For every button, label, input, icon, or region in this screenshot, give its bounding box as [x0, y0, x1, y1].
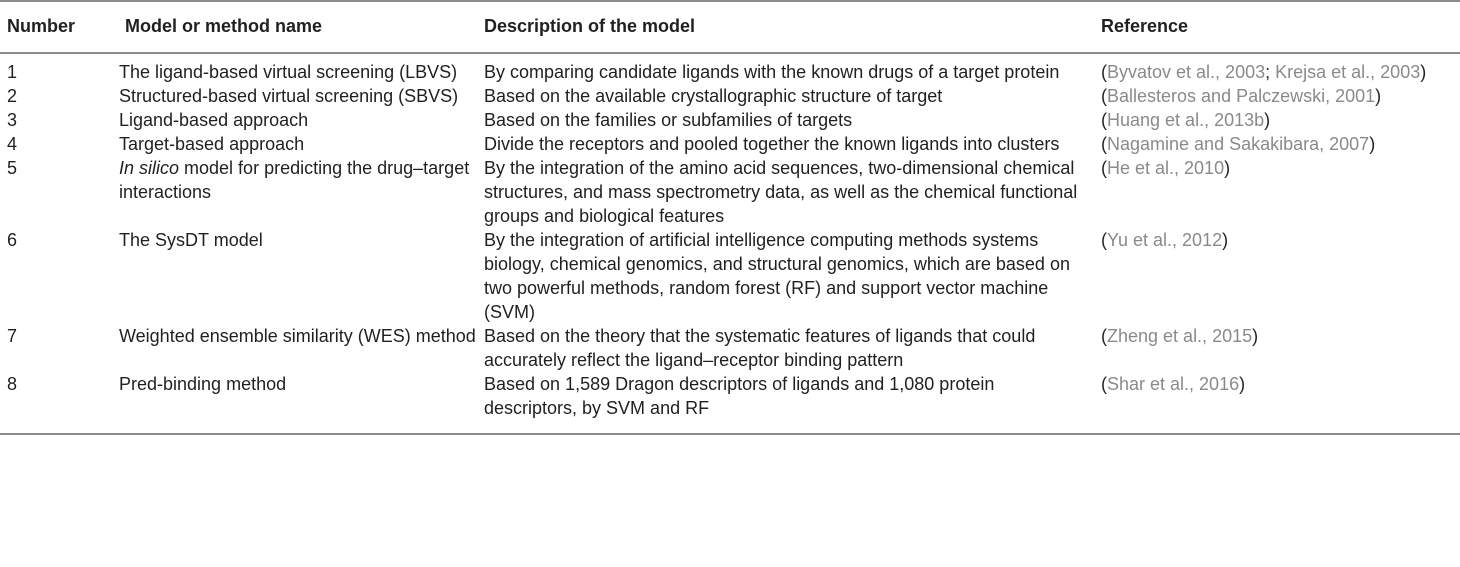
row-model-text: Structured-based virtual screening (SBVS): [119, 86, 459, 106]
row-model-text: The ligand-based virtual screening (LBVS): [119, 62, 458, 82]
row-reference: [1098, 372, 1460, 434]
header-row: [0, 1, 1460, 53]
row-model-name: [118, 84, 481, 108]
header-description: Description of the model: [484, 16, 696, 36]
row-model-text: The SysDT model: [119, 230, 263, 250]
reference-link[interactable]: Ballesteros and Palczewski, 2001: [1107, 86, 1376, 106]
row-reference: [1098, 324, 1460, 372]
reference-link[interactable]: Yu et al., 2012: [1107, 230, 1223, 250]
ref-open-paren: (: [1101, 62, 1107, 82]
row-reference: [1098, 156, 1460, 228]
row-model-name: [118, 53, 481, 84]
reference-link[interactable]: Huang et al., 2013b: [1107, 110, 1265, 130]
ref-close-paren: ): [1222, 230, 1229, 250]
table-row: [0, 324, 1460, 372]
row-reference: [1098, 132, 1460, 156]
row-model-italic: In silico: [119, 158, 180, 178]
ref-close-paren: ): [1264, 110, 1271, 130]
row-model-text: Ligand-based approach: [119, 110, 309, 130]
table-row: [0, 372, 1460, 434]
table-row: [0, 84, 1460, 108]
row-description: Based on the theory that the systematic features of ligands that could accurately reflect the ligand–receptor binding pattern: [484, 326, 1036, 370]
ref-open-paren: (: [1101, 110, 1107, 130]
ref-open-paren: (: [1101, 158, 1107, 178]
ref-separator: ;: [1265, 62, 1276, 82]
table-header: [0, 1, 1460, 53]
reference-link[interactable]: Shar et al., 2016: [1107, 374, 1240, 394]
table-row: [0, 228, 1460, 324]
table-row: [0, 108, 1460, 132]
row-number: 5: [7, 158, 18, 178]
reference-link[interactable]: Nagamine and Sakakibara, 2007: [1107, 134, 1370, 154]
reference-link[interactable]: Byvatov et al., 2003: [1107, 62, 1266, 82]
table-row: [0, 156, 1460, 228]
row-model-text: Weighted ensemble similarity (WES) method: [119, 326, 476, 346]
row-model-name: [118, 372, 481, 434]
ref-open-paren: (: [1101, 374, 1107, 394]
row-reference: [1098, 84, 1460, 108]
row-model-name: [118, 228, 481, 324]
row-description: Based on the families or subfamilies of targets: [484, 110, 853, 130]
row-number: 6: [7, 230, 18, 250]
header-model-name: Model or method name: [125, 16, 323, 36]
row-reference: [1098, 108, 1460, 132]
row-description: Based on 1,589 Dragon descriptors of ligands and 1,080 protein descriptors, by SVM and RF: [484, 374, 995, 418]
row-reference: [1098, 228, 1460, 324]
row-model-text: Target-based approach: [119, 134, 305, 154]
reference-link[interactable]: He et al., 2010: [1107, 158, 1225, 178]
ref-open-paren: (: [1101, 326, 1107, 346]
row-description: By comparing candidate ligands with the known drugs of a target protein: [484, 62, 1060, 82]
row-model-name: [118, 324, 481, 372]
ref-open-paren: (: [1101, 230, 1107, 250]
row-model-text: Pred-binding method: [119, 374, 287, 394]
row-number: 1: [7, 62, 18, 82]
ref-close-paren: ): [1375, 86, 1382, 106]
row-reference: [1098, 53, 1460, 84]
header-number: Number: [7, 16, 76, 36]
row-description: Based on the available crystallographic structure of target: [484, 86, 943, 106]
row-number: 8: [7, 374, 18, 394]
row-description: By the integration of artificial intelligence computing methods systems biology, chemical genomics, and structural genomics, which are based on two powerful methods, random forest (RF) and support vector machine (SVM): [484, 230, 1070, 322]
row-model-name: [118, 132, 481, 156]
reference-link[interactable]: Krejsa et al., 2003: [1275, 62, 1421, 82]
ref-close-paren: ): [1420, 62, 1427, 82]
ref-open-paren: (: [1101, 86, 1107, 106]
ref-close-paren: ): [1252, 326, 1259, 346]
row-model-name: [118, 156, 481, 228]
ref-close-paren: ): [1369, 134, 1376, 154]
ref-close-paren: ): [1224, 158, 1231, 178]
header-reference: Reference: [1101, 16, 1189, 36]
row-description: Divide the receptors and pooled together the known ligands into clusters: [484, 134, 1060, 154]
row-model-text: model for predicting the drug–target interactions: [119, 158, 470, 202]
row-description: By the integration of the amino acid sequences, two-dimensional chemical structures, and mass spectrometry data, as well as the chemical functional groups and biological features: [484, 158, 1078, 226]
table-row: [0, 132, 1460, 156]
reference-link[interactable]: Zheng et al., 2015: [1107, 326, 1253, 346]
ref-open-paren: (: [1101, 134, 1107, 154]
row-number: 7: [7, 326, 18, 346]
table-body: [0, 53, 1460, 434]
row-model-name: [118, 108, 481, 132]
table-row: [0, 53, 1460, 84]
row-number: 4: [7, 134, 18, 154]
ref-close-paren: ): [1239, 374, 1246, 394]
row-number: 2: [7, 86, 18, 106]
row-number: 3: [7, 110, 18, 130]
